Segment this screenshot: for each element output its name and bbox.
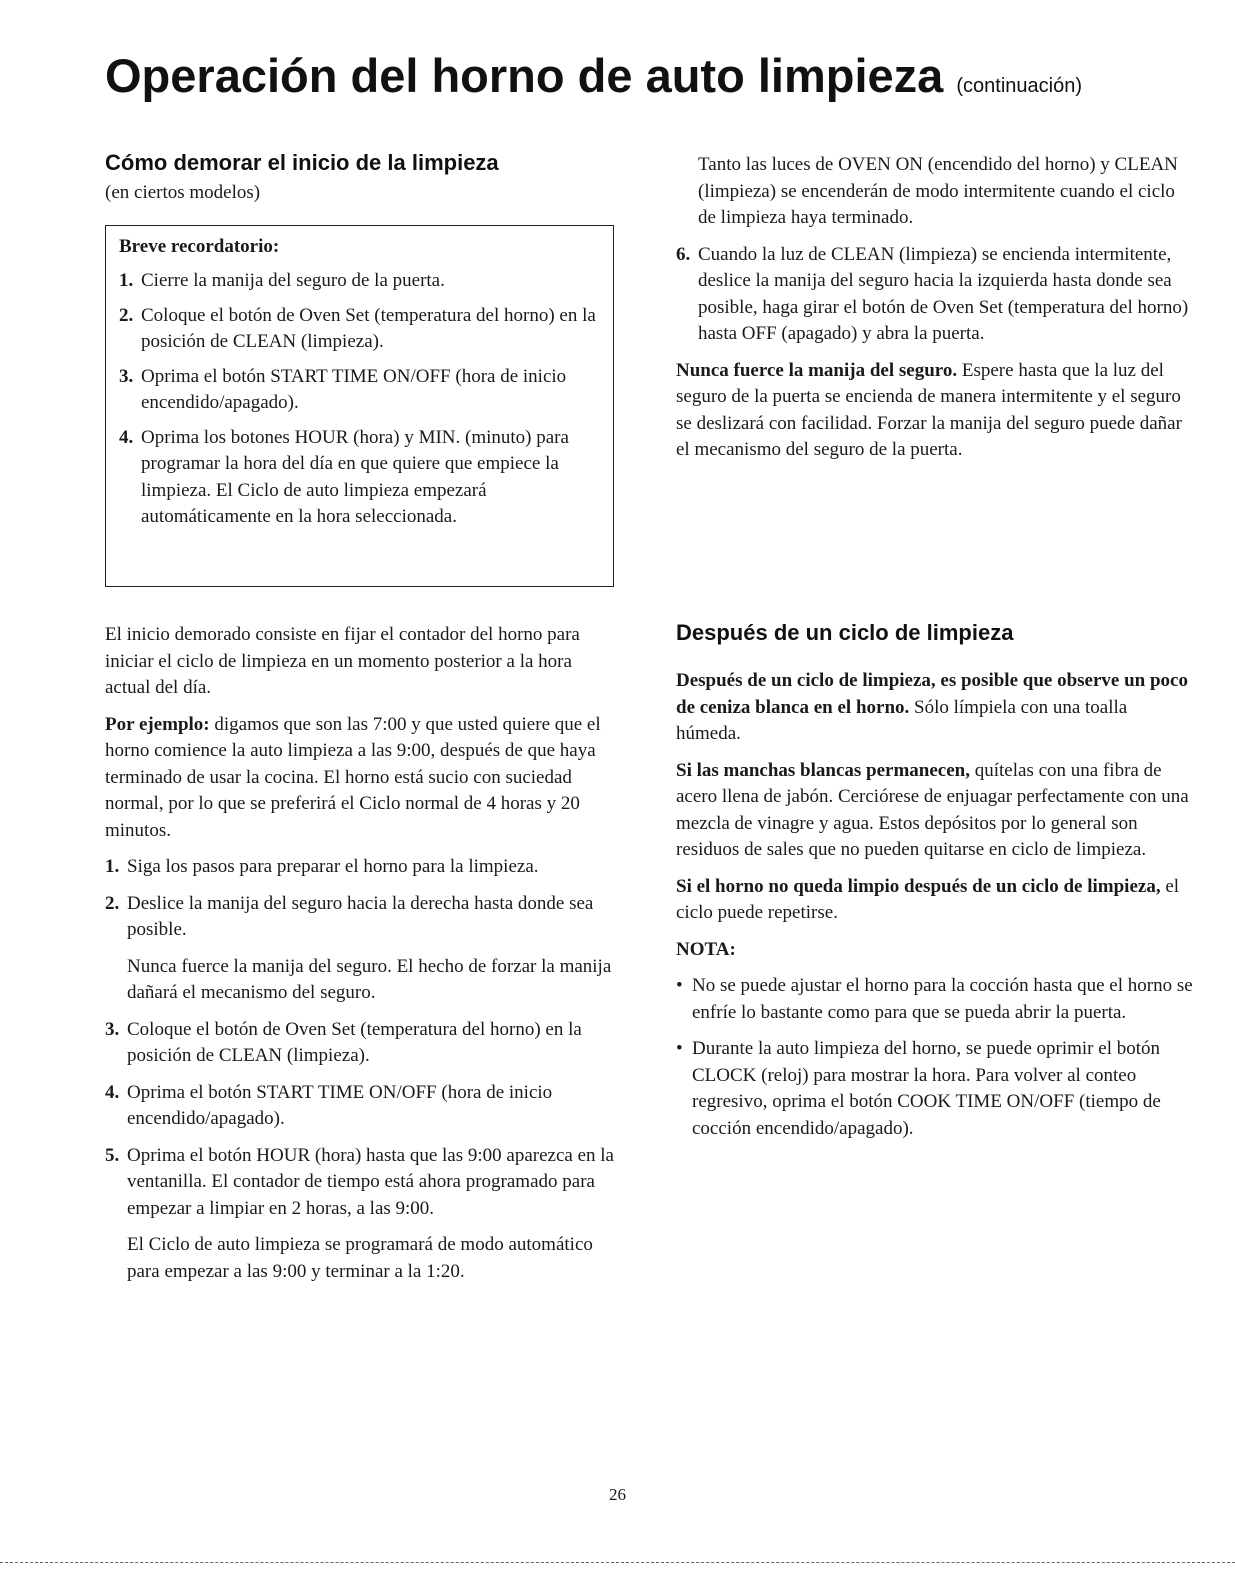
reminder-item-number: 4. [119,426,134,448]
section-subheading: (en ciertos modelos) [105,182,261,203]
step-note: El Ciclo de auto limpieza se programará de modo automático para empezar a las 9:00 y terminar a la 1:20. [127,1234,593,1282]
intro-paragraph: El inicio demorado consiste en fijar el contador del horno para iniciar el ciclo de limpieza en un momento posterior a la hora actual del día. [105,624,580,698]
after-paragraph-1-text: Sólo límpiela con una toalla húmeda. [676,696,1128,744]
bullet-icon: • [676,975,683,996]
step-number: 1. [105,856,120,877]
step-number: 6. [676,243,691,265]
warning-bold: Nunca fuerce la manija del seguro. [676,359,958,381]
step-text: Coloque el botón de Oven Set (temperatura del horno) en la posición de CLEAN (limpieza). [127,1018,582,1066]
step-item [105,1017,620,1070]
reminder-item-number: 1. [119,270,134,291]
continued-paragraph: Tanto las luces de OVEN ON (encendido del horno) y CLEAN (limpieza) se encenderán de modo intermitente cuando el ciclo de limpieza haya terminado. [698,154,1178,228]
after-paragraph-3-bold: Si el horno no queda limpio después de un ciclo de limpieza, [676,875,1161,897]
after-paragraph-1-bold: Después de un ciclo de limpieza, es posible que observe un poco de ceniza blanca en el horno. [676,670,1188,718]
after-paragraph-2-text: quítelas con una fibra de acero llena de jabón. Cerciórese de enjuagar perfectamente con una mezcla de vinagre y agua. Estos depósitos por lo general son residuos de sales que no pueden quitarse en ciclo de limpieza. [676,759,1189,860]
page-number: 26 [609,1485,626,1504]
step-text: Oprima el botón HOUR (hora) hasta que las 9:00 aparezca en la ventanilla. El contador de tiempo está ahora programado para empezar a limpiar en 2 horas, a las 9:00. [127,1144,614,1219]
step-item [105,891,620,1007]
note-bullet-text: No se puede ajustar el horno para la cocción hasta que el horno se enfríe lo bastante como para que se pueda abrir la puerta. [692,975,1193,1023]
step-item [105,1080,620,1133]
step-item [105,854,620,881]
reminder-title: Breve recordatorio: [119,236,280,257]
note-bullet [676,973,1196,1026]
step-number: 2. [105,892,120,914]
note-bullet-text: Durante la auto limpieza del horno, se puede oprimir el botón CLOCK (reloj) para mostrar la hora. Para volver al conteo regresivo, oprima el botón COOK TIME ON/OFF (tiempo de cocción encendido/apagado). [692,1038,1161,1139]
step-text: Oprima el botón START TIME ON/OFF (hora de inicio encendido/apagado). [127,1081,553,1129]
example-paragraph [105,712,620,845]
section-heading-delay: Cómo demorar el inicio de la limpieza [105,150,499,175]
step-text: Siga los pasos para preparar el horno para la limpieza. [127,856,539,877]
section-heading-after: Después de un ciclo de limpieza [676,620,1014,645]
step-number: 3. [105,1018,120,1040]
reminder-item [119,268,601,295]
reminder-item [119,425,601,531]
reminder-item-number: 2. [119,304,134,326]
right-body-bottom [676,668,1196,1152]
note-label: NOTA: [676,938,736,960]
page-title [105,49,1082,102]
reminder-item-text: Coloque el botón de Oven Set (temperatura del horno) en la posición de CLEAN (limpieza). [141,304,596,352]
reminder-box [105,225,614,587]
step-number: 5. [105,1144,120,1166]
reminder-item-number: 3. [119,365,134,387]
reminder-item [119,303,601,356]
example-label: Por ejemplo: [105,713,210,735]
after-paragraph-2 [676,758,1196,864]
step-note: Nunca fuerce la manija del seguro. El hecho de forzar la manija dañará el mecanismo del seguro. [127,955,612,1003]
title-main: Operación del horno de auto limpieza [105,49,944,102]
reminder-item-text: Cierre la manija del seguro de la puerta. [141,270,445,291]
step-item [105,1143,620,1286]
after-paragraph-2-bold: Si las manchas blancas permanecen, [676,759,970,781]
example-text: digamos que son las 7:00 y que usted quiere que el horno comience la auto limpieza a las 9:00, después de que haya terminado de usar la cocina. El horno está sucio con suciedad normal, por lo que se preferirá el Ciclo normal de 4 horas y 20 minutos. [105,713,601,841]
left-body [105,622,620,1285]
bullet-icon: • [676,1038,683,1059]
title-suffix: (continuación) [956,75,1082,97]
reminder-item-text: Oprima los botones HOUR (hora) y MIN. (minuto) para programar la hora del día en que quiere que empiece la limpieza. El Ciclo de auto limpieza empezará automáticamente en la hora seleccionada. [141,426,569,527]
note-bullet [676,1036,1196,1142]
bottom-divider [0,1562,1235,1563]
step-number: 4. [105,1081,120,1103]
warning-text: Espere hasta que la luz del seguro de la puerta se encienda de manera intermitente y el seguro se deslizará con facilidad. Forzar la manija del seguro puede dañar el mecanismo del seguro de la puerta. [676,359,1182,460]
after-paragraph-3-text: el ciclo puede repetirse. [676,875,1180,923]
step-text: Deslice la manija del seguro hacia la derecha hasta donde sea posible. [127,892,594,940]
step-text: Cuando la luz de CLEAN (limpieza) se encienda intermitente, deslice la manija del seguro hacia la izquierda hasta donde sea posible, haga girar el botón de Oven Set (temperatura del horno) hasta OFF (apagado) y abra la puerta. [698,243,1189,344]
reminder-item [119,364,601,417]
warning-paragraph [676,358,1196,464]
right-body-top [676,152,1196,464]
after-paragraph-1 [676,668,1196,748]
after-paragraph-3 [676,874,1196,927]
reminder-item-text: Oprima el botón START TIME ON/OFF (hora de inicio encendido/apagado). [141,365,567,413]
step-item [676,242,1196,348]
